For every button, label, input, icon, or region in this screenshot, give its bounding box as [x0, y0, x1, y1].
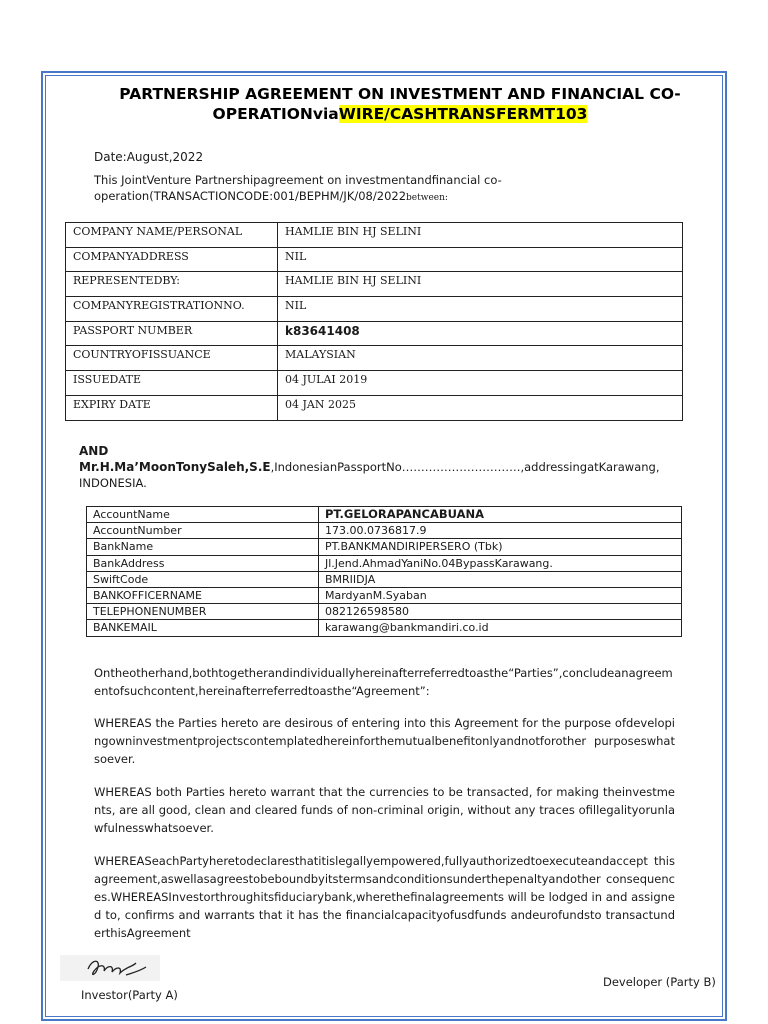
- row-label: COMPANYREGISTRATIONNO.: [66, 297, 278, 322]
- row-value: 082126598580: [319, 604, 682, 620]
- paragraph-whereas-1: WHEREAS the Parties hereto are desirous of entering into this Agreement for the purpose ofdevelopingowninvestmentprojectscontemplatedhereinforthemutualbenefitonlyandnotforother purposeswhatsoever.: [94, 716, 675, 766]
- signature-icon: [60, 955, 160, 981]
- row-value: NIL: [278, 247, 683, 272]
- party-b-line-2: INDONESIA.: [79, 476, 147, 490]
- row-value: PT.GELORAPANCABUANA: [319, 507, 682, 523]
- developer-label: Developer (Party B): [603, 975, 716, 989]
- row-label: COMPANY NAME/PERSONAL: [66, 223, 278, 248]
- paragraph-parties: Ontheotherhand,bothtogetherandindividuallyhereinafterreferredtoasthe“Parties”,concludeanagreementofsuchcontent,hereinafterreferredtoasthe“Agreement”:: [94, 666, 673, 698]
- table-row: [66, 395, 683, 420]
- row-value: MALAYSIAN: [278, 346, 683, 371]
- row-value: Jl.Jend.AhmadYaniNo.04BypassKarawang.: [319, 555, 682, 571]
- intro-line-1: This JointVenture Partnershipagreement on investmentandfinancial co-: [94, 173, 502, 187]
- table-row: [87, 555, 682, 571]
- row-value: 04 JULAI 2019: [278, 371, 683, 396]
- row-label: COUNTRYOFISSUANCE: [66, 346, 278, 371]
- row-value: BMRIIDJA: [319, 571, 682, 587]
- table-row: [66, 297, 683, 322]
- row-label: EXPIRY DATE: [66, 395, 278, 420]
- title-line-2: [100, 104, 700, 124]
- row-value: PT.BANKMANDIRIPERSERO (Tbk): [319, 539, 682, 555]
- row-label: PASSPORT NUMBER: [66, 321, 278, 346]
- investor-label: Investor(Party A): [81, 988, 178, 1002]
- table-row: [66, 247, 683, 272]
- row-value: HAMLIE BIN HJ SELINI: [278, 272, 683, 297]
- table-row: [66, 371, 683, 396]
- table-row: [66, 321, 683, 346]
- table-row: [87, 604, 682, 620]
- intro-code: operation(TRANSACTIONCODE:001/BEPHM/JK/08/2022: [94, 189, 407, 203]
- row-value: NIL: [278, 297, 683, 322]
- party-b-name: Mr.H.Ma’MoonTonySaleh,S.E: [79, 460, 271, 474]
- party-b-line-1: [79, 459, 659, 475]
- table-row: [66, 346, 683, 371]
- table-row: [87, 539, 682, 555]
- intro-line-2: [94, 188, 564, 206]
- row-value: 173.00.0736817.9: [319, 523, 682, 539]
- intro-text: [94, 172, 564, 206]
- table-row: [87, 571, 682, 587]
- row-value: karawang@bankmandiri.co.id: [319, 620, 682, 636]
- party-a-table: [65, 222, 683, 421]
- title-line-1: PARTNERSHIP AGREEMENT ON INVESTMENT AND FINANCIAL CO-: [119, 85, 681, 103]
- title-prefix: OPERATIONvia: [212, 105, 339, 123]
- row-label: COMPANYADDRESS: [66, 247, 278, 272]
- table-row: [66, 272, 683, 297]
- row-label: BANKEMAIL: [87, 620, 319, 636]
- row-label: TELEPHONENUMBER: [87, 604, 319, 620]
- intro-between: between:: [406, 193, 448, 203]
- row-label: BankName: [87, 539, 319, 555]
- row-label: REPRESENTEDBY:: [66, 272, 278, 297]
- row-value: MardyanM.Syaban: [319, 587, 682, 603]
- table-row: [87, 507, 682, 523]
- and-label: AND: [79, 444, 109, 458]
- row-value: k83641408: [278, 321, 683, 346]
- document-title: [100, 84, 700, 124]
- row-label: BankAddress: [87, 555, 319, 571]
- party-b-details: [79, 459, 659, 491]
- row-label: BANKOFFICERNAME: [87, 587, 319, 603]
- title-highlight: WIRE/CASHTRANSFERMT103: [338, 105, 588, 123]
- row-label: SwiftCode: [87, 571, 319, 587]
- table-row: [66, 223, 683, 248]
- row-value: 04 JAN 2025: [278, 395, 683, 420]
- party-b-text: ,IndonesianPassportNo………………………….,addressingatKarawang,: [270, 460, 660, 474]
- row-value: HAMLIE BIN HJ SELINI: [278, 223, 683, 248]
- table-row: [87, 523, 682, 539]
- row-label: AccountNumber: [87, 523, 319, 539]
- table-row: [87, 587, 682, 603]
- signature-image: [60, 955, 160, 981]
- row-label: ISSUEDATE: [66, 371, 278, 396]
- paragraph-whereas-2: WHEREAS both Parties hereto warrant that the currencies to be transacted, for making theinvestments, are all good, clean and cleared funds of non-criminal origin, without any traces ofillegalityorunlawfulnesswhatsoever.: [94, 785, 675, 835]
- document-date: Date:August,2022: [94, 150, 204, 164]
- bank-details-table: [86, 506, 682, 637]
- table-row: [87, 620, 682, 636]
- paragraph-whereas-3: WHEREASeachPartyheretodeclaresthatitislegallyempowered,fullyauthorizedtoexecuteandaccept thisagreement,aswellasagreestobeboundbyitstermsandconditionsunderthepenaltyandother consequences.WHEREASInvestorthroughitsfiduciarybank,wherethefinalagreements will be lodged in and assigned to, confirms and warrants that it has the financialcapacityofusdfunds andeurofundsto transactunderthisAgreement: [94, 854, 675, 940]
- row-label: AccountName: [87, 507, 319, 523]
